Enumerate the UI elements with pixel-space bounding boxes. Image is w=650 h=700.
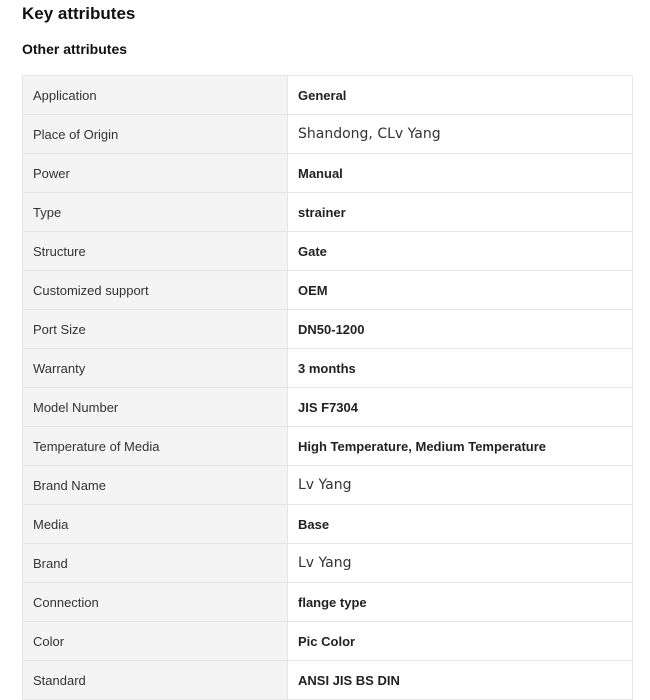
table-row xyxy=(23,544,633,583)
attribute-name: Temperature of Media xyxy=(23,427,288,466)
table-row xyxy=(23,193,633,232)
attribute-value: strainer xyxy=(288,193,633,232)
attribute-name: Standard xyxy=(23,661,288,700)
attribute-name: Model Number xyxy=(23,388,288,427)
table-row xyxy=(23,115,633,154)
attribute-name: Type xyxy=(23,193,288,232)
attribute-value: flange type xyxy=(288,583,633,622)
attribute-name: Power xyxy=(23,154,288,193)
table-row xyxy=(23,388,633,427)
attribute-name: Port Size xyxy=(23,310,288,349)
attribute-name: Media xyxy=(23,505,288,544)
attribute-value: DN50-1200 xyxy=(288,310,633,349)
attribute-name: Brand Name xyxy=(23,466,288,505)
attribute-value: JIS F7304 xyxy=(288,388,633,427)
table-row xyxy=(23,232,633,271)
attribute-value: Lv Yang xyxy=(288,466,633,505)
table-row xyxy=(23,622,633,661)
attribute-name: Color xyxy=(23,622,288,661)
attribute-name: Brand xyxy=(23,544,288,583)
section-title: Other attributes xyxy=(22,41,128,57)
table-row xyxy=(23,427,633,466)
attribute-value: OEM xyxy=(288,271,633,310)
table-row xyxy=(23,154,633,193)
attribute-value: Pic Color xyxy=(288,622,633,661)
page-title: Key attributes xyxy=(22,4,136,23)
table-row xyxy=(23,310,633,349)
attribute-name: Place of Origin xyxy=(23,115,288,154)
attribute-name: Application xyxy=(23,76,288,115)
attribute-value: Manual xyxy=(288,154,633,193)
table-row xyxy=(23,349,633,388)
table-row xyxy=(23,76,633,115)
table-row xyxy=(23,466,633,505)
attribute-name: Warranty xyxy=(23,349,288,388)
attribute-value: Shandong, CLv Yang xyxy=(288,115,633,154)
attribute-value: Base xyxy=(288,505,633,544)
attribute-value: Gate xyxy=(288,232,633,271)
table-row xyxy=(23,505,633,544)
table-row xyxy=(23,583,633,622)
attribute-value: 3 months xyxy=(288,349,633,388)
attribute-name: Connection xyxy=(23,583,288,622)
table-row xyxy=(23,271,633,310)
attribute-value: Lv Yang xyxy=(288,544,633,583)
attribute-value: General xyxy=(288,76,633,115)
attribute-value: ANSI JIS BS DIN xyxy=(288,661,633,700)
attribute-value: High Temperature, Medium Temperature xyxy=(288,427,633,466)
attribute-name: Structure xyxy=(23,232,288,271)
attributes-table xyxy=(22,75,633,700)
attribute-name: Customized support xyxy=(23,271,288,310)
